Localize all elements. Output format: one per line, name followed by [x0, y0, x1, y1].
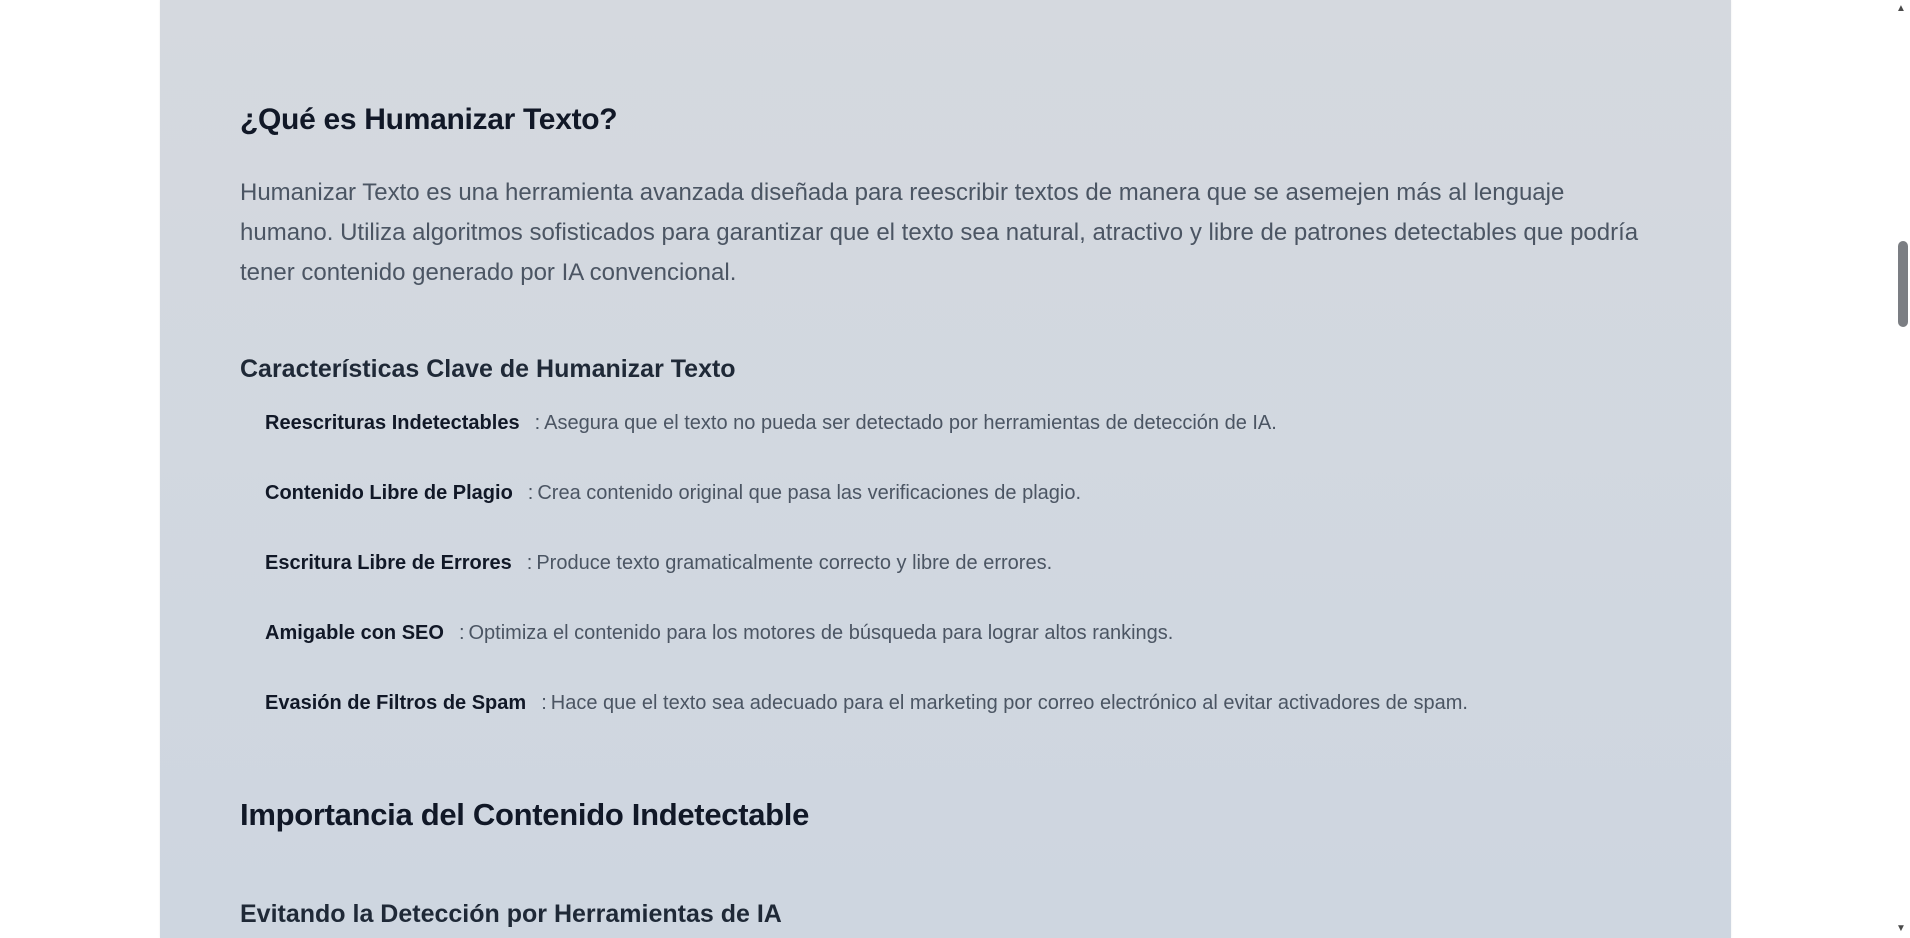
- feature-name: Amigable con SEO: [265, 622, 444, 644]
- features-heading: Características Clave de Humanizar Texto: [240, 355, 736, 383]
- content-panel: [160, 0, 1731, 938]
- section-title-importance: Importancia del Contenido Indetectable: [240, 797, 810, 832]
- subsection-title-avoid-detection: Evitando la Detección por Herramientas de IA: [240, 900, 782, 928]
- scrollbar-thumb[interactable]: [1898, 241, 1908, 327]
- feature-name: Contenido Libre de Plagio: [265, 482, 513, 504]
- feature-description: Crea contenido original que pasa las verificaciones de plagio.: [537, 482, 1082, 504]
- feature-description: Produce texto gramaticalmente correcto y libre de errores.: [536, 552, 1053, 574]
- feature-description: Asegura que el texto no pueda ser detectado por herramientas de detección de IA.: [544, 412, 1277, 434]
- feature-separator: :: [527, 482, 534, 504]
- section-title-what-is: ¿Qué es Humanizar Texto?: [240, 103, 618, 136]
- scroll-down-arrow-icon[interactable]: ▼: [1896, 923, 1906, 934]
- feature-separator: :: [458, 622, 465, 644]
- feature-item: [265, 405, 1468, 475]
- feature-item: [265, 615, 1468, 685]
- intro-paragraph: Humanizar Texto es una herramienta avanzada diseñada para reescribir textos de manera que se asemejen más al lenguaje humano. Utiliza algoritmos sofisticados para garantizar que el texto sea natural, atractivo y libre de patrones detectables que podría tener contenido generado por IA convencional.: [240, 179, 1639, 286]
- feature-item: [265, 685, 1468, 755]
- vertical-scrollbar[interactable]: [1892, 0, 1910, 938]
- feature-description: Optimiza el contenido para los motores de búsqueda para lograr altos rankings.: [468, 622, 1174, 644]
- feature-list: [265, 405, 1468, 755]
- feature-description: Hace que el texto sea adecuado para el marketing por correo electrónico al evitar activadores de spam.: [550, 692, 1468, 714]
- feature-separator: :: [541, 692, 547, 714]
- feature-separator: :: [534, 412, 541, 434]
- feature-name: Escritura Libre de Errores: [265, 552, 512, 574]
- feature-item: [265, 545, 1468, 615]
- feature-name: Reescrituras Indetectables: [265, 412, 520, 434]
- feature-name: Evasión de Filtros de Spam: [265, 692, 527, 714]
- scroll-up-arrow-icon[interactable]: ▲: [1896, 3, 1906, 14]
- feature-separator: :: [526, 552, 533, 574]
- feature-item: [265, 475, 1468, 545]
